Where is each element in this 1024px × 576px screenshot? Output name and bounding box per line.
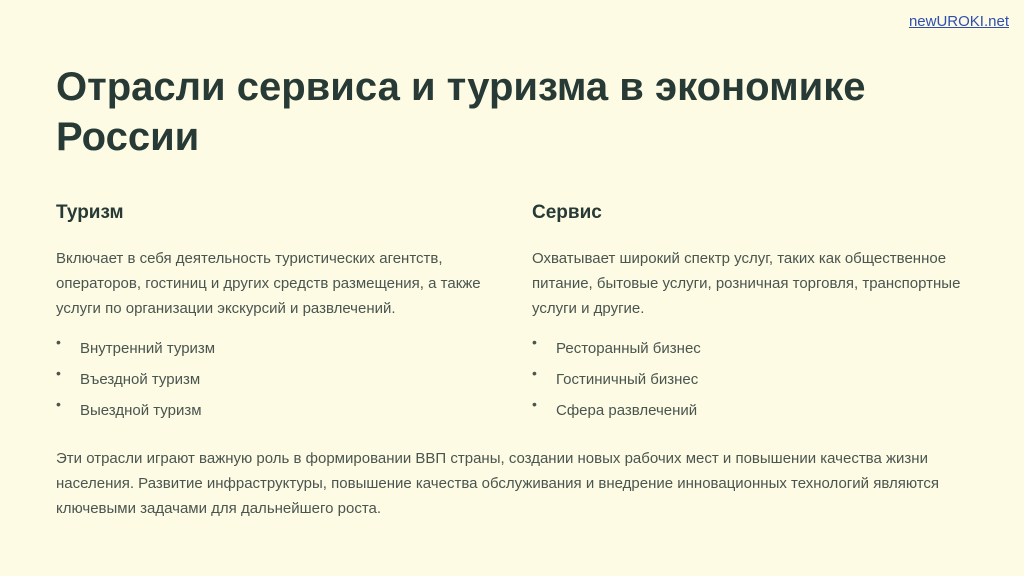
list-item xyxy=(532,333,962,364)
list-item xyxy=(532,364,962,395)
list-item xyxy=(532,395,962,426)
list-item-label: Ресторанный бизнес xyxy=(556,340,701,357)
service-list xyxy=(532,333,962,426)
service-description: Охватывает широкий спектр услуг, таких как общественное питание, бытовые услуги, розничная торговля, транспортные услуги и другие. xyxy=(532,250,961,317)
list-item xyxy=(56,395,486,426)
tourism-column xyxy=(56,200,486,426)
list-item-label: Внутренний туризм xyxy=(80,340,216,357)
list-item xyxy=(56,333,486,364)
list-item-label: Гостиничный бизнес xyxy=(556,371,699,388)
bullet-icon: • xyxy=(56,396,61,412)
bullet-icon: • xyxy=(532,334,537,350)
tourism-description: Включает в себя деятельность туристических агентств, операторов, гостиниц и других средств размещения, а также услуги по организации экскурсий и развлечений. xyxy=(56,250,481,317)
tourism-heading: Туризм xyxy=(56,202,124,223)
tourism-list xyxy=(56,333,486,426)
list-item-label: Сфера развлечений xyxy=(556,402,698,419)
summary-text: Эти отрасли играют важную роль в формировании ВВП страны, создании новых рабочих мест и повышении качества жизни населения. Развитие инфраструктуры, повышение качества обслуживания и внедрение инновационных технологий являются ключевыми задачами для дальнейшего роста. xyxy=(56,450,940,517)
service-column xyxy=(532,200,962,426)
bullet-icon: • xyxy=(56,365,61,381)
page-title: Отрасли сервиса и туризма в экономике России xyxy=(56,65,866,159)
service-heading: Сервис xyxy=(532,202,602,223)
bullet-icon: • xyxy=(532,396,537,412)
list-item-label: Въездной туризм xyxy=(80,371,201,388)
bullet-icon: • xyxy=(56,334,61,350)
list-item-label: Выездной туризм xyxy=(80,402,202,419)
list-item xyxy=(56,364,486,395)
bullet-icon: • xyxy=(532,365,537,381)
brand-link[interactable]: newUROKI.net xyxy=(908,13,1009,30)
